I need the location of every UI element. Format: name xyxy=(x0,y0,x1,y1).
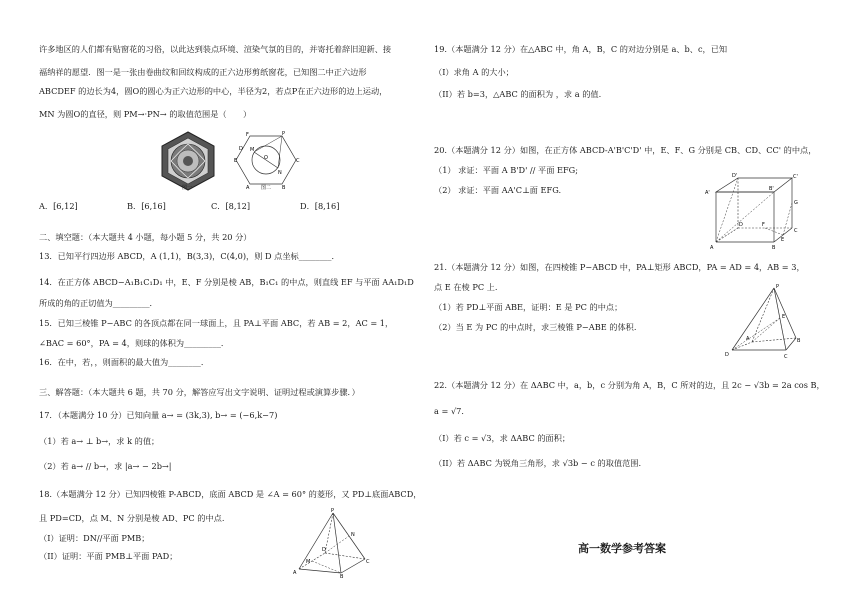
question-18-part-1: （I）证明：DN//平面 PMB； xyxy=(39,533,150,543)
choice-b-text: [6,16] xyxy=(141,201,166,211)
fig2-label-D: D xyxy=(239,146,243,152)
question-22-line-2: a = √7． xyxy=(434,406,470,416)
question-17-part-2: （2）若 a→ // b→，求 |a→ − 2b→| xyxy=(39,461,172,471)
fig2-label-A: A xyxy=(246,185,250,190)
papercut-hexagon-figure xyxy=(157,130,219,192)
fig21-label-E: E xyxy=(782,314,786,320)
question-18-line-2: 且 PD=CD，点 M、N 分别是棱 AD、PC 的中点. xyxy=(39,513,225,523)
question-17-part-1: （1）若 a→ ⊥ b→，求 k 的值； xyxy=(39,436,160,446)
question-19-part-1: （I）求角 A 的大小； xyxy=(434,67,514,77)
pyramid-21-figure xyxy=(724,282,804,360)
hexagon-circle-diagram xyxy=(234,130,300,190)
fig21-label-P: P xyxy=(776,284,780,290)
question-22-line-1: 22.（本题满分 12 分）在 ΔABC 中，a，b，c 分别为角 A，B，C 所对的边，且 2c − √3b = 2a cos B， xyxy=(434,380,825,390)
fig18-label-B: B xyxy=(340,574,344,579)
question-21-line-1: 21.（本题满分 12 分）如图，在四棱锥 P−ABCD 中，PA⊥矩形 ABCD，PA = AD = 4，AB = 3， xyxy=(434,262,805,272)
fig20-label-D-prime: D' xyxy=(732,173,738,179)
question-16: 16．在中，若，，则面积的最大值为________． xyxy=(39,357,210,367)
fig21-label-D: D xyxy=(725,352,729,358)
choice-d-text: [8,16] xyxy=(314,201,340,211)
question-13: 13．已知平行四边形 ABCD，A (1,1)，B(3,3)，C(4,0)，则 D 点坐标________． xyxy=(39,251,340,261)
fig18-label-N: N xyxy=(351,532,355,538)
question-20-part-2: （2） 求证：平面 AA'C⊥面 EFG. xyxy=(434,185,562,195)
question-19-part-2: （II）若 b=3，△ABC 的面积为 ，求 a 的值. xyxy=(434,89,602,99)
fig21-label-C: C xyxy=(784,354,788,360)
fig2-label-E: E xyxy=(234,158,238,164)
fig2-label-P: P xyxy=(282,131,286,137)
fig20-label-A-prime: A' xyxy=(705,190,710,196)
choice-c xyxy=(211,201,250,211)
pyramid-pabcd-figure xyxy=(291,507,371,579)
question-21-part-1: （1）若 PD⊥平面 ABE，证明：E 是 PC 的中点； xyxy=(434,302,623,312)
fig21-label-B: B xyxy=(797,338,801,344)
question-20-part-1: （1） 求证：平面 A B'D' // 平面 EFG; xyxy=(434,165,578,175)
fig20-label-C: C xyxy=(794,228,798,234)
fig20-label-D: D xyxy=(739,222,743,228)
fig18-label-D: D xyxy=(322,547,326,553)
fig20-label-C-prime: C' xyxy=(793,174,798,180)
choice-d xyxy=(300,201,339,211)
fig2-label-N: N xyxy=(278,170,282,176)
fig20-label-F: F xyxy=(762,222,765,228)
question-17: 17．（本题满分 10 分）已知向量 a→ = (3k,3), b→ = (−6,k−7) xyxy=(39,410,278,420)
fig20-label-E: E xyxy=(781,237,785,243)
fig18-label-M: M xyxy=(306,559,311,565)
choice-a-text: [6,12] xyxy=(53,201,78,211)
choice-d-label: D． xyxy=(300,201,315,211)
question-20: 20.（本题满分 12 分）如图，在正方体 ABCD-A'B'C'D' 中，E、F、G 分别是 CB、CD、CC' 的中点， xyxy=(434,145,817,155)
choice-b-label: B． xyxy=(127,201,142,211)
right-column xyxy=(434,0,824,607)
fig2-label-F: F xyxy=(246,132,249,138)
choice-a-label: A． xyxy=(39,201,54,211)
fig18-label-A: A xyxy=(293,570,297,576)
fig18-label-C: C xyxy=(366,559,370,565)
fig2-label-B: B xyxy=(282,185,286,190)
question-14-line-2: 所成的角的正切值为_________． xyxy=(39,298,158,308)
section-fill-in-heading: 二、填空题：（本大题共 4 小题，每小题 5 分，共 20 分） xyxy=(39,232,252,242)
fig2-label-O: O xyxy=(264,155,268,161)
question-19: 19.（本题满分 12 分）在△ABC 中，角 A，B，C 的对边分别是 a、b、c，已知 xyxy=(434,44,728,54)
fig21-label-A: A xyxy=(746,336,750,342)
fig1-caption: 图一 xyxy=(182,185,193,191)
q12-line-4: MN 为圆O的直径，则 PM→·PN→ 的取值范围是（ ） xyxy=(39,109,252,119)
fig2-label-C: C xyxy=(296,158,300,164)
fig2-caption: 图二 xyxy=(261,185,272,191)
question-21-part-2: （2）当 E 为 PC 的中点时，求三棱锥 P−ABE 的体积. xyxy=(434,322,637,332)
fig2-label-M: M xyxy=(250,147,255,153)
choice-b xyxy=(127,201,166,211)
question-18-part-2: （II）证明：平面 PMB⊥平面 PAD； xyxy=(39,551,178,561)
question-21-line-2: 点 E 在棱 PC 上. xyxy=(434,282,498,292)
fig20-label-A: A xyxy=(710,245,714,251)
fig18-label-P: P xyxy=(331,508,335,514)
choice-a xyxy=(39,201,78,211)
question-22-part-1: （I）若 c = √3，求 ΔABC 的面积； xyxy=(434,433,571,443)
choice-c-text: [8,12] xyxy=(225,201,251,211)
q12-line-2: 福纳祥的愿望．图一是一张由卷曲纹和回纹构成的正六边形剪纸窗花，已知图二中正六边形 xyxy=(39,67,367,77)
fig20-label-G: G xyxy=(794,200,798,206)
answer-key-title: 高一数学参考答案 xyxy=(578,542,666,555)
fig20-label-B: B xyxy=(772,245,776,251)
question-18-line-1: 18.（本题满分 12 分）已知四棱锥 P-ABCD，底面 ABCD 是 ∠A = 60° 的菱形，又 PD⊥底面ABCD， xyxy=(39,489,422,499)
choice-c-label: C． xyxy=(211,201,226,211)
section-solution-heading: 三、解答题：（本大题共 6 题，共 70 分，解答应写出文字说明、证明过程或演算步骤．） xyxy=(39,387,360,397)
q12-line-3: ABCDEF 的边长为4，圆O的圆心为正六边形的中心，半径为2，若点P在正六边形的边上运动， xyxy=(39,86,388,96)
cube-figure xyxy=(702,172,802,252)
question-14-line-1: 14．在正方体 ABCD−A₁B₁C₁D₁ 中，E、F 分别是棱 AB，B₁C₁ 的中点，则直线 EF 与平面 AA₁D₁D xyxy=(39,277,414,287)
q12-line-1: 许多地区的人们都有贴窗花的习俗，以此达到装点环境、渲染气氛的目的，并寄托着辞旧迎新、接 xyxy=(39,44,392,54)
question-22-part-2: （II）若 ΔABC 为锐角三角形，求 √3b − c 的取值范围. xyxy=(434,458,642,468)
fig20-label-B-prime: B' xyxy=(769,186,774,192)
left-column xyxy=(39,0,422,607)
question-15-line-1: 15．已知三棱锥 P−ABC 的各顶点都在同一球面上，且 PA⊥平面 ABC，若 AB = 2，AC = 1， xyxy=(39,318,394,328)
question-15-line-2: ∠BAC = 60°，PA = 4，则球的体积为_________． xyxy=(39,338,230,348)
